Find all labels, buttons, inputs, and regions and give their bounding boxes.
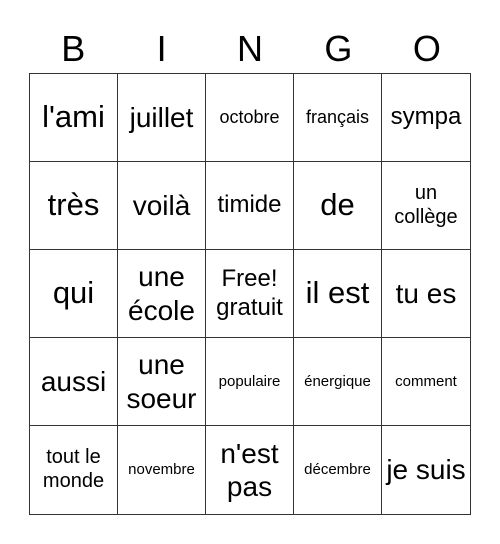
cell-text: énergique: [304, 372, 371, 390]
header-letter-o: O: [412, 28, 441, 69]
cell-text: très: [47, 187, 100, 223]
header-letter-n: N: [237, 28, 264, 69]
bingo-cell[interactable]: [294, 426, 382, 514]
bingo-cell[interactable]: [206, 74, 294, 162]
header-letter-g: G: [324, 28, 353, 69]
bingo-cell[interactable]: [30, 74, 118, 162]
bingo-cell[interactable]: [118, 338, 206, 426]
header-letter-b: B: [61, 28, 86, 69]
cell-text: il est: [305, 275, 370, 311]
bingo-cell[interactable]: [30, 338, 118, 426]
bingo-header: [29, 24, 471, 74]
bingo-cell[interactable]: [382, 426, 470, 514]
cell-text: populaire: [218, 372, 281, 390]
cell-text: décembre: [304, 461, 371, 479]
bingo-cell[interactable]: [118, 74, 206, 162]
bingo-cell[interactable]: [294, 74, 382, 162]
cell-text: de: [320, 187, 355, 223]
cell-text: français: [305, 106, 370, 127]
bingo-cell[interactable]: [118, 162, 206, 250]
header-letter-i: I: [156, 28, 167, 69]
bingo-cell[interactable]: [206, 250, 294, 338]
bingo-cell[interactable]: [118, 250, 206, 338]
bingo-board: [29, 73, 471, 515]
bingo-cell[interactable]: [206, 338, 294, 426]
bingo-cell[interactable]: [382, 74, 470, 162]
cell-text: comment: [395, 372, 457, 390]
bingo-cell[interactable]: [382, 338, 470, 426]
cell-text: une école: [128, 261, 195, 326]
bingo-cell[interactable]: [382, 250, 470, 338]
cell-text: l'ami: [42, 99, 105, 135]
bingo-cell[interactable]: [30, 250, 118, 338]
bingo-cell[interactable]: [206, 162, 294, 250]
cell-text: voilà: [132, 189, 191, 221]
cell-text: qui: [52, 275, 95, 311]
bingo-cell[interactable]: [294, 250, 382, 338]
cell-text: Free! gratuit: [216, 265, 283, 321]
cell-text: novembre: [128, 461, 195, 479]
cell-text: timide: [217, 191, 282, 219]
cell-text: une soeur: [126, 349, 197, 414]
cell-text: octobre: [219, 106, 280, 127]
bingo-cell[interactable]: [118, 426, 206, 514]
bingo-cell[interactable]: [382, 162, 470, 250]
cell-text: je suis: [386, 454, 466, 486]
bingo-cell[interactable]: [206, 426, 294, 514]
cell-text: tu es: [395, 277, 457, 309]
bingo-cell[interactable]: [30, 426, 118, 514]
cell-text: juillet: [129, 101, 194, 133]
bingo-cell[interactable]: [294, 162, 382, 250]
cell-text: tout le monde: [42, 446, 105, 492]
cell-text: sympa: [390, 103, 462, 131]
cell-text: aussi: [40, 365, 107, 397]
bingo-cell[interactable]: [294, 338, 382, 426]
bingo-cell[interactable]: [30, 162, 118, 250]
cell-text: un collège: [394, 181, 458, 228]
cell-text: n'est pas: [220, 437, 279, 502]
